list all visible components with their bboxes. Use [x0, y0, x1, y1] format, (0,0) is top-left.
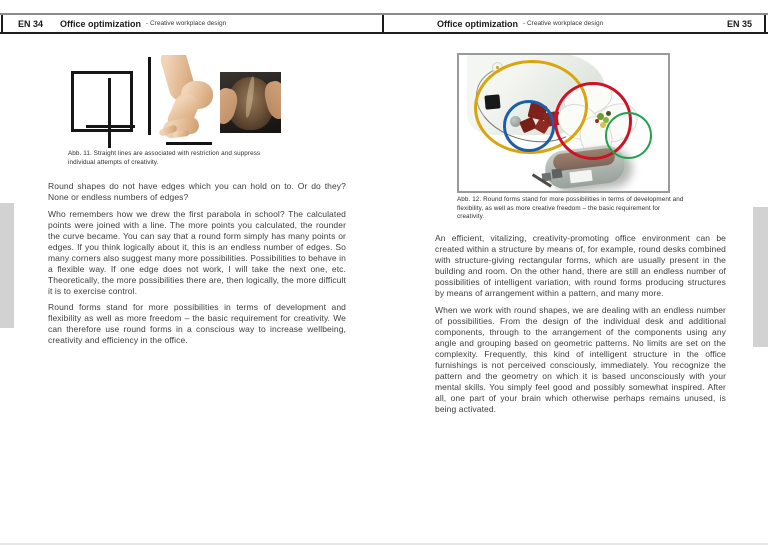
header-right [437, 15, 603, 32]
page-header [0, 13, 768, 34]
green-circle-ring [605, 112, 652, 159]
arm-finger-shape [173, 130, 190, 138]
chapter-subtitle-right: - Creative workplace design [523, 20, 604, 27]
header-divider-right [764, 15, 766, 32]
figure-abb12 [457, 53, 670, 193]
horizontal-rule-below-arm [166, 142, 212, 145]
header-divider-center [382, 15, 384, 32]
chapter-title-left: Office optimization [60, 18, 142, 29]
vertical-rule-beside-arm [148, 57, 151, 135]
paragraph: An efficient, vitalizing, creativity-promoting office environment can be created within a structure by means of, for example, round desks combined with structure-giving rectangular forms, which are usually present in the building and room. On the other hand, there are still an endless number of possibilities of intelligent variation, with round forms producing structures by means of arrangement within a pattern, and many more. [435, 233, 726, 298]
figure-caption-abb11: Abb. 11. Straight lines are associated with restriction and suppress individual attempts of creativity. [68, 150, 261, 166]
lounge-unit-dark-panel [551, 168, 562, 178]
left-page-body [48, 181, 346, 352]
right-page-body [435, 233, 726, 420]
arm-photo-block [148, 55, 216, 147]
header-right-page [727, 15, 752, 32]
horizontal-line-graphic [86, 125, 135, 128]
header-divider-left [1, 15, 3, 32]
chapter-subtitle-left: - Creative workplace design [146, 20, 227, 27]
paragraph: Round forms stand for more possibilities in terms of development and flexibility as well as more freedom – the basic requirement for creativity. We can therefore use round forms in a conscious way to increase wellbeing, creativity and efficiency in the office. [48, 302, 346, 345]
arm-photo [153, 55, 215, 141]
head-in-hands-photo [220, 72, 281, 133]
page-number-right: EN 35 [726, 18, 752, 29]
chapter-title-right: Office optimization [437, 18, 518, 29]
paragraph: Who remembers how we drew the first parabola in school? The calculated points were joined with a line. The more points you calculated, the rounder the curve became. You can say that a round form simply has many points or edges. If you think logically about it, this is an endless number of edges. So many corners also suggest many more possibilities. Possibilities to behave in a flexible way. If one edge does not work, I will take the next one, etc. Theoretically, the more possibilities there are, then logically, the more difficult it is to exercise control. [48, 208, 346, 296]
header-left [18, 15, 226, 32]
paragraph: Round shapes do not have edges which you can hold on to. Or do they? None or endless numbers of edges? [48, 181, 346, 202]
vertical-line-graphic [108, 78, 111, 148]
square-outline-graphic [71, 71, 133, 132]
edge-index-tab-right [753, 207, 768, 347]
blue-circle-ring [503, 100, 555, 152]
page-number-left: EN 34 [18, 18, 44, 29]
paragraph: When we work with round shapes, we are dealing with an endless number of possibilities. From the design of the individual desk and additional components, through to the arrangement of the components using any angle and grouping based on geometric patterns. No limits are set on the complexity. Frequently, this kind of intelligent structure in the office furnishings is not perceived consciously, immediately. You recognize the pattern and the geometry on which it is based unconsciously with your mental skills. You simply feel good and possibly somewhat inspired. After all, one part of your brain which otherwise perhaps remains unused, is being activated. [435, 304, 726, 414]
figure-abb11 [68, 55, 283, 150]
edge-index-tab-left [0, 203, 14, 328]
figure-caption-abb12: Abb. 12. Round forms stand for more possibilities in terms of development and flexibility, as well as more creative freedom – the basic requirement for creativity. [457, 196, 684, 221]
